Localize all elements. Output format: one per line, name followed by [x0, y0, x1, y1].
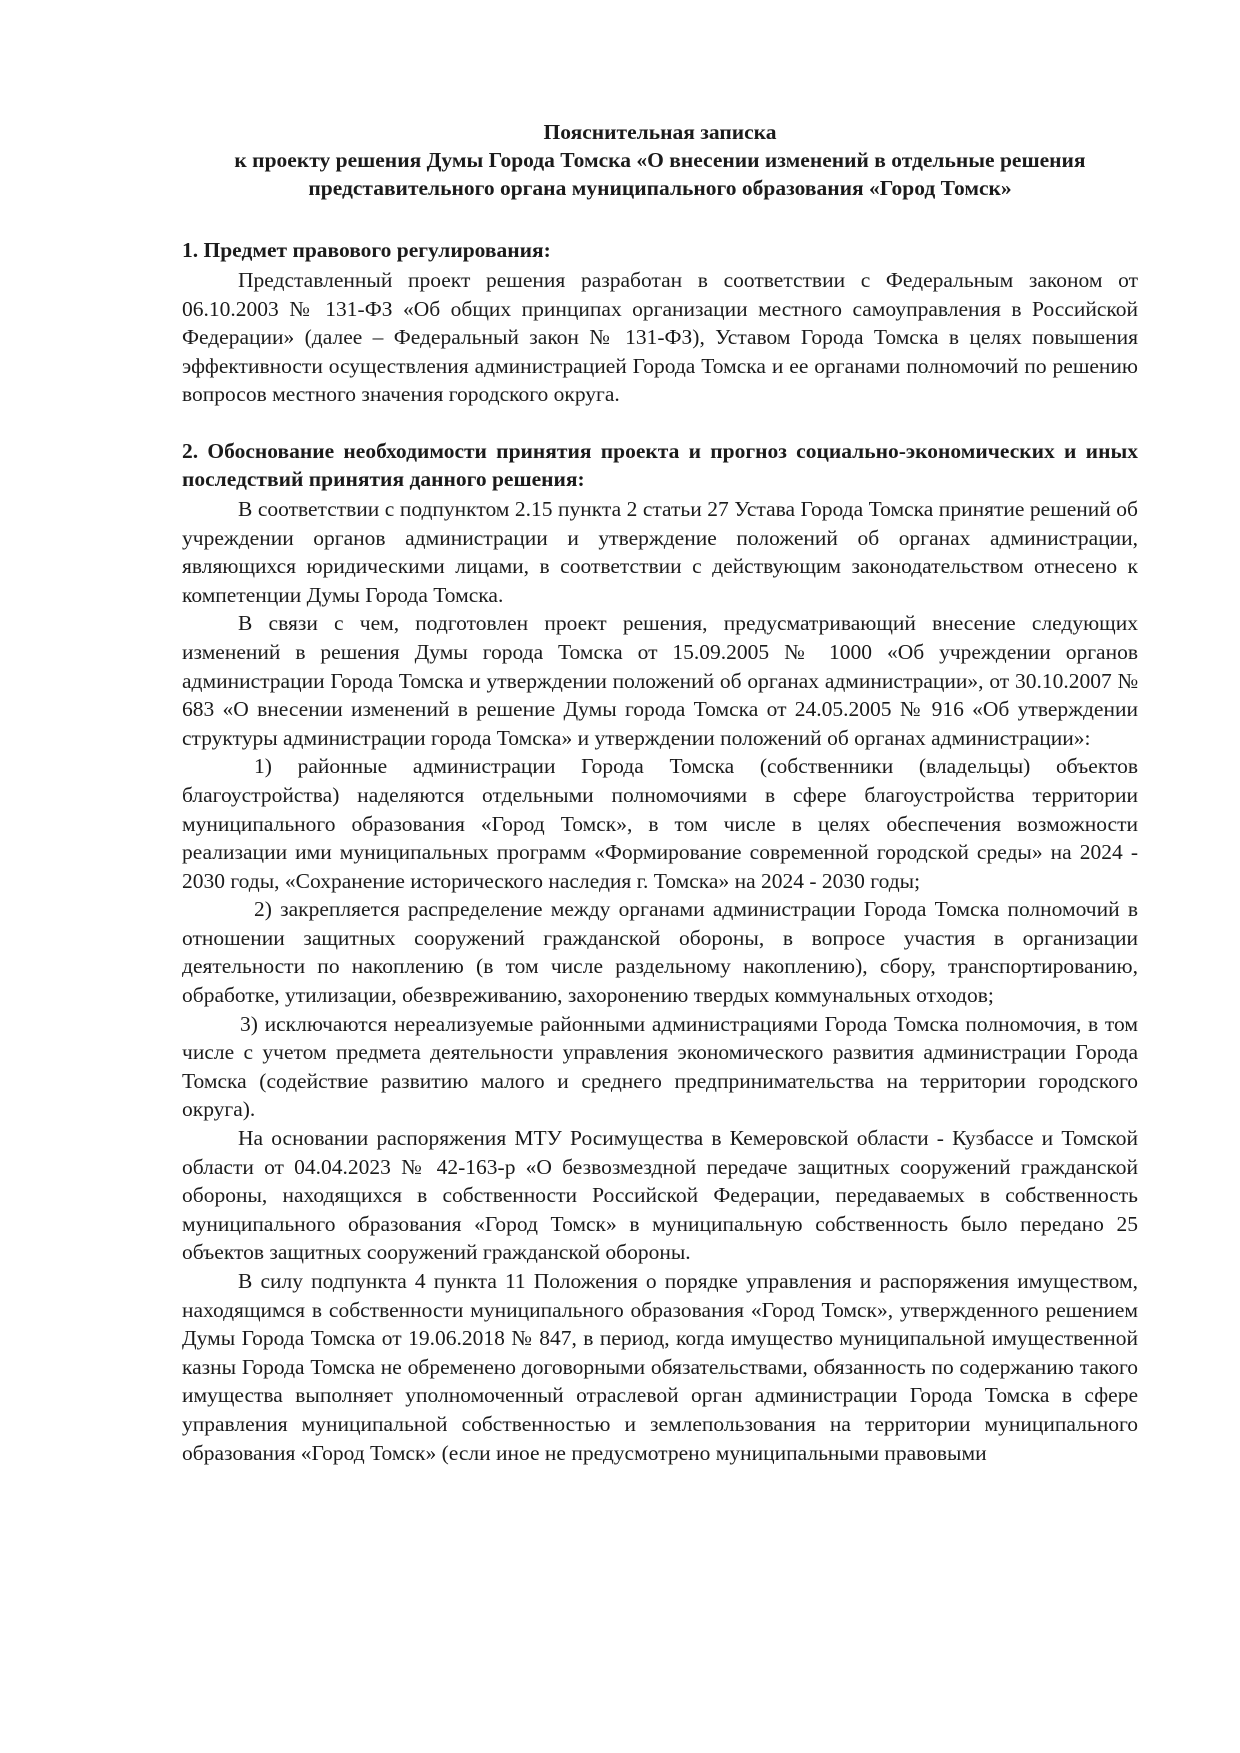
- paragraph: На основании распоряжения МТУ Росимущества в Кемеровской области - Кузбассе и Томской области от 04.04.2023 № 42-163-р «О безвозмездной передаче защитных сооружений гражданской обороны, находящихся в собственности Российской Федерации, передаваемых в собственность муниципального образования «Город Томск» в муниципальную собственность было передано 25 объектов защитных сооружений гражданской обороны.: [182, 1126, 1138, 1265]
- section-2-heading: 2. Обоснование необходимости принятия проекта и прогноз социально-экономических и иных последствий принятия данного решения:: [182, 438, 1138, 491]
- title-line-1: Пояснительная записка: [543, 120, 777, 144]
- document-title: [182, 118, 1138, 202]
- paragraph: В соответствии с подпунктом 2.15 пункта 2 статьи 27 Устава Города Томска принятие решений об учреждении органов администрации и утверждение положений об органах администрации, являющихся юридическими лицами, в соответствии с действующим законодательством отнесено к компетенции Думы Города Томска.: [182, 496, 1138, 607]
- list-item: 3) исключаются нереализуемые районными администрациями Города Томска полномочия, в том числе с учетом предмета деятельности управления экономического развития администрации Города Томска (содействие развитию малого и среднего предпринимательства на территории городского округа).: [182, 1011, 1138, 1122]
- section-2-body: [182, 495, 1138, 1467]
- paragraph: В связи с чем, подготовлен проект решения, предусматривающий внесение следующих изменений в решения Думы города Томска от 15.09.2005 № 1000 «Об учреждении органов администрации Города Томска и утверждении положений об органах администрации», от 30.10.2007 № 683 «О внесении изменений в решение Думы города Томска от 24.05.2005 № 916 «Об утверждении структуры администрации города Томска» и утверждении положений об органах администрации»:: [182, 611, 1138, 750]
- section-1-body: [182, 266, 1138, 409]
- paragraph: В силу подпункта 4 пункта 11 Положения о порядке управления и распоряжения имуществом, находящимся в собственности муниципального образования «Город Томск», утвержденного решением Думы Города Томска от 19.06.2018 № 847, в период, когда имущество муниципальной имущественной казны Города Томска не обременено договорными обязательствами, обязанность по содержанию такого имущества выполняет уполномоченный отраслевой орган администрации Города Томска в сфере управления муниципальной собственностью и землепользования на территории муниципального образования «Город Томск» (если иное не предусмотрено муниципальными правовыми: [182, 1269, 1138, 1465]
- title-line-2: к проекту решения Думы Города Томска «О внесении изменений в отдельные решения представительного органа муниципального образования «Город Томск»: [234, 148, 1086, 200]
- section-1-heading: 1. Предмет правового регулирования:: [182, 238, 551, 262]
- list-item: 2) закрепляется распределение между органами администрации Города Томска полномочий в отношении защитных сооружений гражданской обороны, в вопросе участия в организации деятельности по накоплению (в том числе раздельному накоплению), сбору, транспортированию, обработке, утилизации, обезвреживанию, захоронению твердых коммунальных отходов;: [182, 897, 1138, 1008]
- document-content: [182, 118, 1138, 1467]
- paragraph: Представленный проект решения разработан в соответствии с Федеральным законом от 06.10.2003 № 131-ФЗ «Об общих принципах организации местного самоуправления в Российской Федерации» (далее – Федеральный закон № 131-ФЗ), Уставом Города Томска в целях повышения эффективности осуществления администрацией Города Томска и ее органами полномочий по решению вопросов местного значения городского округа.: [182, 268, 1138, 407]
- list-item: 1) районные администрации Города Томска (собственники (владельцы) объектов благоустройства) наделяются отдельными полномочиями в сфере благоустройства территории муниципального образования «Город Томск», в том числе в целях обеспечения возможности реализации ими муниципальных программ «Формирование современной городской среды» на 2024 - 2030 годы, «Сохранение исторического наследия г. Томска» на 2024 - 2030 годы;: [182, 754, 1138, 893]
